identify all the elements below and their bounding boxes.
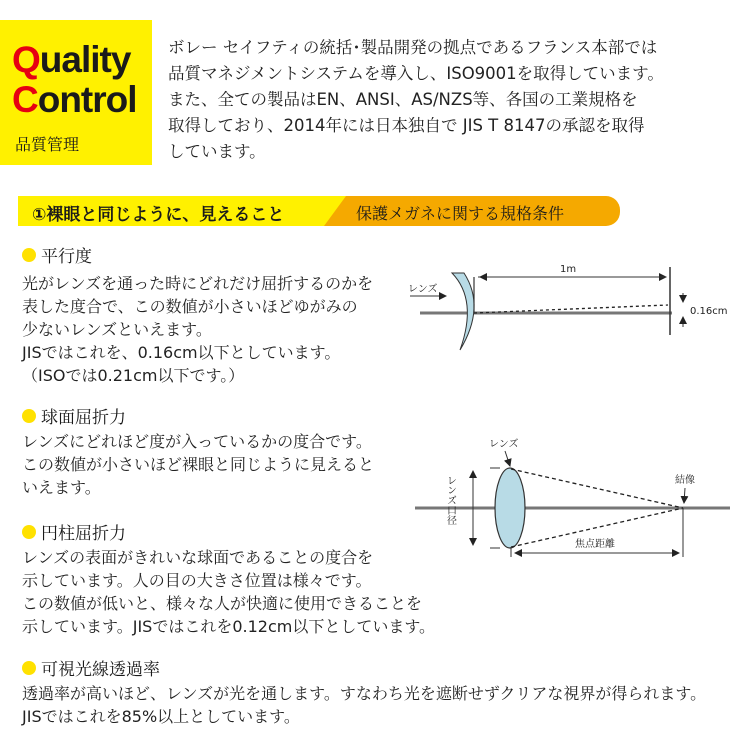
section-parallelism-title: 平行度 — [22, 242, 92, 267]
logo-subtitle: 品質管理 — [15, 135, 80, 154]
distance-label: 1m — [560, 264, 577, 275]
banner-right-title: 保護メガネに関する規格条件 — [356, 204, 565, 223]
lens-label: レンズ — [489, 439, 519, 450]
section-spherical-body: レンズにどれほど度が入っているかの度合です。 この数値が小さいほど裸眼と同じように見えると いえます。 — [22, 432, 375, 497]
section-transmittance-title: 可視光線透過率 — [22, 655, 160, 680]
diameter-label: レンズ口径 — [444, 475, 456, 525]
parallelism-diagram — [400, 255, 745, 355]
bullet-dot-icon — [22, 525, 36, 539]
image-pointer-arrow — [684, 488, 685, 503]
logo-line-quality: Quality — [12, 39, 131, 80]
focal-length-diagram — [405, 433, 740, 563]
section-spherical-title: 球面屈折力 — [22, 403, 126, 428]
section-cylindrical-body: レンズの表面がきれいな球面であることの度合を 示しています。人の目の大きさ位置は様々です。 この数値が低いと、様々な人が快適に使用できることを 示しています。JISではこれを0.12cm以下としています。 — [22, 548, 436, 636]
image-point-label: 結像 — [675, 475, 695, 486]
section-cylindrical-title: 円柱屈折力 — [22, 519, 126, 544]
section-transmittance-body: 透過率が高いほど、レンズが光を通します。すなわち光を遮断せずクリアな視界が得られます。 JISではこれを85%以上としています。 — [22, 684, 707, 726]
convex-lens-icon — [495, 468, 525, 548]
offset-label: 0.16cm — [690, 306, 728, 317]
bullet-dot-icon — [22, 248, 36, 262]
focal-length-label: 焦点距離 — [575, 539, 615, 550]
lens-label: レンズ — [408, 284, 438, 295]
banner-left-title: ①裸眼と同じように、見えること — [32, 205, 285, 225]
intro-paragraph: ボレー セイフティの統括･製品開発の拠点であるフランス本部では 品質マネジメントシステムを導入し、ISO9001を取得しています。 また、全ての製品はEN、ANSI、AS/NZS等、各国の工業規格を 取得しており、2014年には日本独自で JIS T 8147の承認を取得 しています。 — [168, 38, 664, 161]
bullet-dot-icon — [22, 409, 36, 423]
logo-line-control: Control — [12, 79, 137, 120]
bullet-dot-icon — [22, 661, 36, 675]
quality-control-logo — [0, 20, 152, 165]
section-parallelism-body: 光がレンズを通った時にどれだけ屈折するのかを 表した度合で、この数値が小さいほどゆがみの 少ないレンズといえます。 JISではこれを、0.16cm以下としています。 （ISOでは0.21cm以下です。） — [22, 274, 374, 385]
upper-ray-line — [511, 469, 683, 508]
lens-pointer-arrow — [505, 451, 510, 466]
